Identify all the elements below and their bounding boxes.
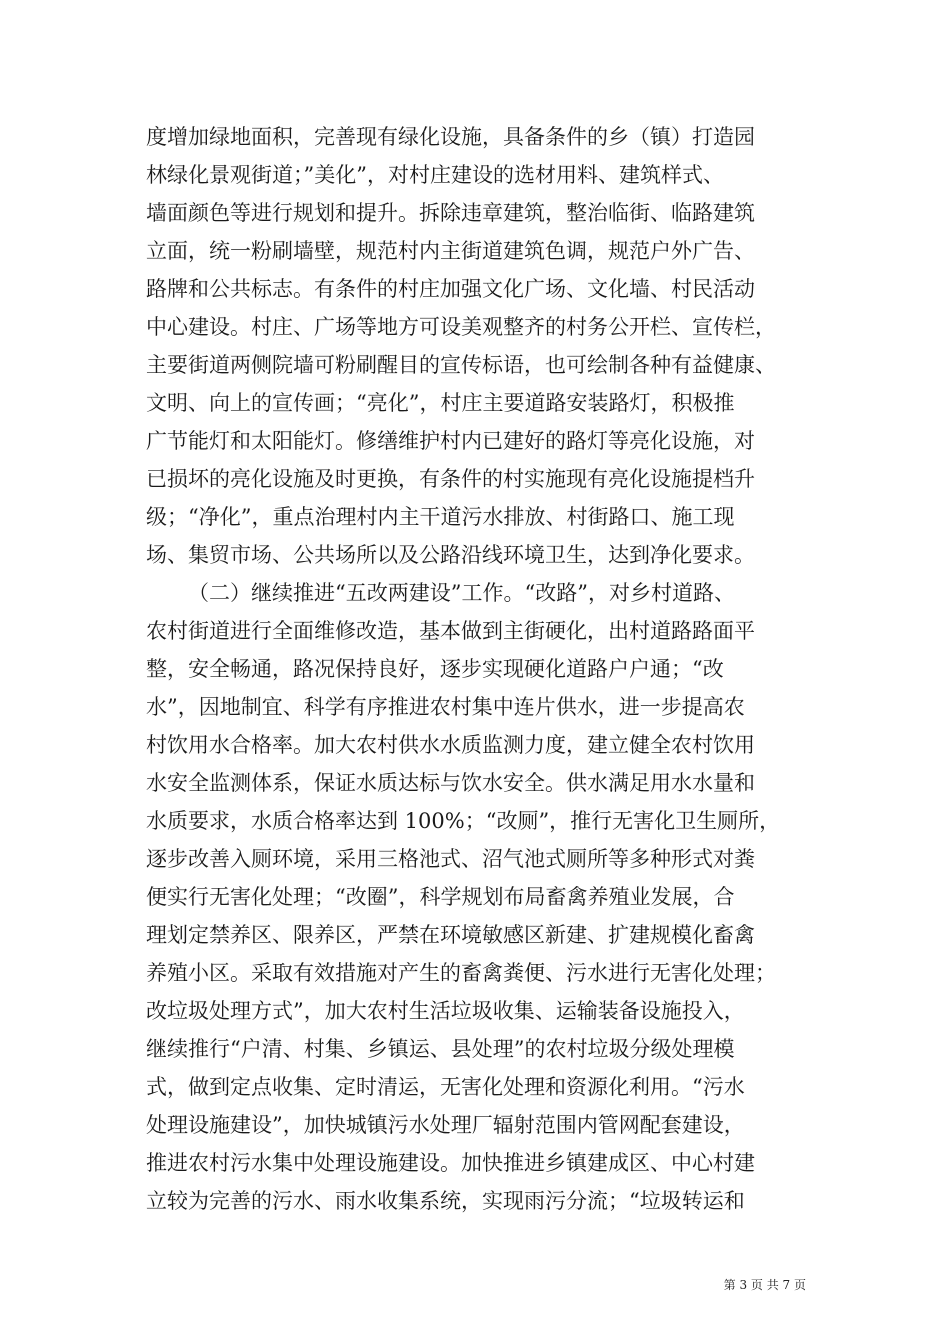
text-line: 主要街道两侧院墙可粉刷醒目的宣传标语，也可绘制各种有益健康、 bbox=[146, 353, 776, 377]
text-line: 立较为完善的污水、雨水收集系统，实现雨污分流；“垃圾转运和 bbox=[146, 1189, 745, 1213]
text-line: 农村街道进行全面维修改造，基本做到主街硬化，出村道路路面平 bbox=[146, 619, 755, 643]
text-line: 林绿化景观街道；”美化”，对村庄建设的选材用料、建筑样式、 bbox=[146, 163, 724, 187]
text-line: 继续推行“户清、村集、乡镇运、县处理”的农村垃圾分级处理模 bbox=[146, 1037, 735, 1061]
text-line: 立面，统一粉刷墙壁，规范村内主街道建筑色调，规范户外广告、 bbox=[146, 239, 755, 263]
text-line: 文明、向上的宣传画；“亮化”，村庄主要道路安装路灯，积极推 bbox=[146, 391, 735, 415]
text-line: 场、集贸市场、公共场所以及公路沿线环境卫生，达到净化要求。 bbox=[146, 543, 755, 567]
text-line: 改垃圾处理方式”，加大农村生活垃圾收集、运输装备设施投入， bbox=[146, 999, 745, 1023]
text-line: 推进农村污水集中处理设施建设。加快推进乡镇建成区、中心村建 bbox=[146, 1151, 755, 1175]
text-line: 度增加绿地面积，完善现有绿化设施，具备条件的乡（镇）打造园 bbox=[146, 125, 755, 149]
text-line: 级；“净化”，重点治理村内主干道污水排放、村街路口、施工现 bbox=[146, 505, 735, 529]
text-line: 理划定禁养区、限养区，严禁在环境敏感区新建、扩建规模化畜禽 bbox=[146, 923, 755, 947]
text-line: 中心建设。村庄、广场等地方可设美观整齐的村务公开栏、宣传栏， bbox=[146, 315, 776, 339]
text-line: 处理设施建设”，加快城镇污水处理厂辐射范围内管网配套建设， bbox=[146, 1113, 745, 1137]
text-line: 水”，因地制宜、科学有序推进农村集中连片供水，进一步提高农 bbox=[146, 695, 745, 719]
text-line: （二）继续推进“五改两建设”工作。“改路”，对乡村道路、 bbox=[188, 581, 735, 605]
text-line: 已损坏的亮化设施及时更换，有条件的村实施现有亮化设施提档升 bbox=[146, 467, 755, 491]
text-line: 路牌和公共标志。有条件的村庄加强文化广场、文化墙、村民活动 bbox=[146, 277, 755, 301]
text-line: 村饮用水合格率。加大农村供水水质监测力度，建立健全农村饮用 bbox=[146, 733, 755, 757]
text-line: 广节能灯和太阳能灯。修缮维护村内已建好的路灯等亮化设施，对 bbox=[146, 429, 755, 453]
text-line: 墙面颜色等进行规划和提升。拆除违章建筑，整治临街、临路建筑 bbox=[146, 201, 755, 225]
page-number: 第 3 页 共 7 页 bbox=[723, 1278, 806, 1292]
text-line: 式，做到定点收集、定时清运，无害化处理和资源化利用。“污水 bbox=[146, 1075, 745, 1099]
text-line: 便实行无害化处理；“改圈”，科学规划布局畜禽养殖业发展，合 bbox=[146, 885, 735, 909]
body-text bbox=[146, 118, 816, 1220]
text-line: 整，安全畅通，路况保持良好，逐步实现硬化道路户户通；“改 bbox=[146, 657, 724, 681]
text-line: 水安全监测体系，保证水质达标与饮水安全。供水满足用水水量和 bbox=[146, 771, 755, 795]
text-line: 逐步改善入厕环境，采用三格池式、沼气池式厕所等多种形式对粪 bbox=[146, 847, 755, 871]
text-line: 水质要求，水质合格率达到 100%；“改厕”，推行无害化卫生厕所， bbox=[146, 809, 781, 833]
text-line: 养殖小区。采取有效措施对产生的畜禽粪便、污水进行无害化处理； bbox=[146, 961, 776, 985]
